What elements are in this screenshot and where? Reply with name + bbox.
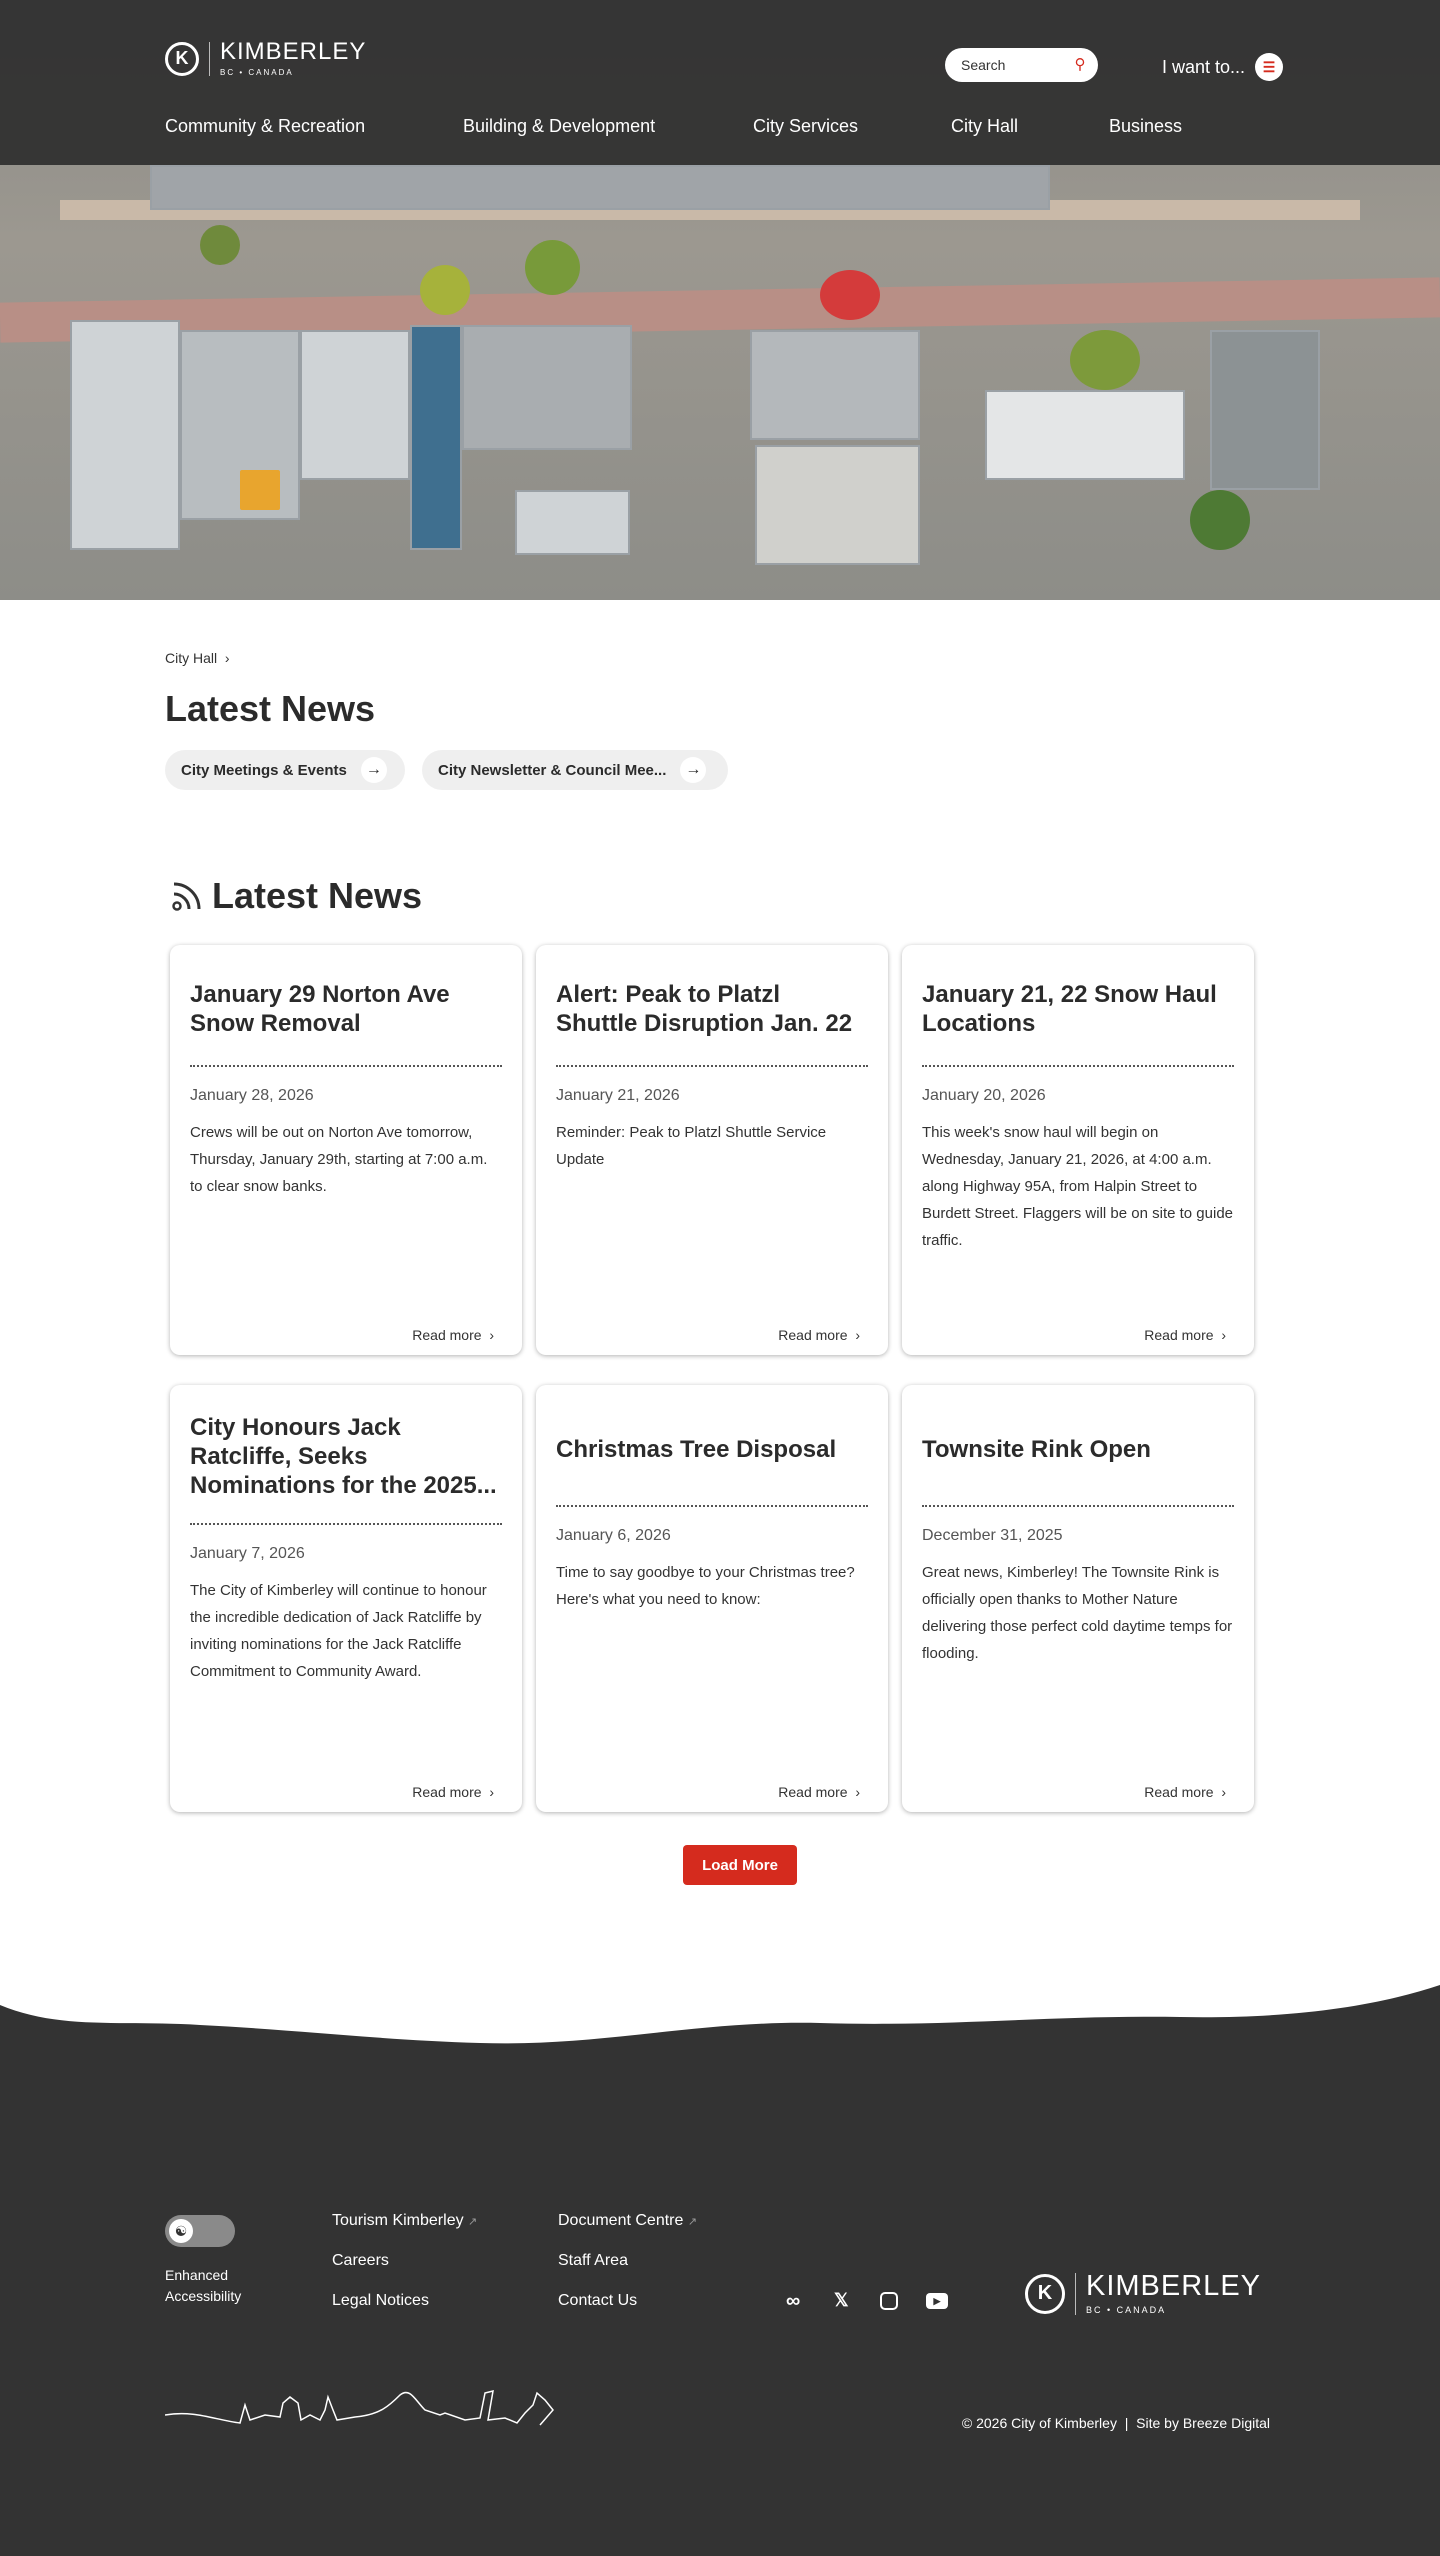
accessibility-toggle[interactable]	[165, 2215, 235, 2247]
rss-icon	[170, 879, 204, 913]
card-title[interactable]: Alert: Peak to Platzl Shuttle Disruption Jan. 22	[556, 981, 853, 1037]
section-title	[170, 875, 422, 917]
logo-name: KIMBERLEY	[220, 38, 367, 65]
chip-label: City Meetings & Events	[181, 761, 347, 779]
external-link-icon: ↗	[468, 2216, 478, 2228]
footer-link-tourism-kimberley[interactable]: Tourism Kimberley ↗	[332, 2212, 478, 2229]
footer-link-document-centre[interactable]: Document Centre ↗	[558, 2212, 698, 2229]
skyline-illustration	[165, 2385, 665, 2435]
chip-city-meetings-events[interactable]	[165, 750, 405, 790]
footer-link-careers[interactable]: Careers	[332, 2252, 389, 2269]
load-more-button[interactable]: Load More	[683, 1845, 797, 1885]
logo-sub: BC • CANADA	[220, 68, 294, 77]
card-excerpt: Reminder: Peak to Platzl Shuttle Service Update	[556, 1124, 827, 1168]
chip-city-newsletter[interactable]	[422, 750, 728, 790]
news-card[interactable]	[536, 1385, 888, 1812]
breadcrumb-city-hall[interactable]: City Hall	[165, 650, 218, 666]
footer-logo-name: KIMBERLEY	[1086, 2270, 1261, 2302]
search-icon[interactable]: ⚲	[1068, 53, 1092, 77]
logo-k-icon: K	[1025, 2274, 1065, 2314]
card-date: January 6, 2026	[556, 1527, 671, 1544]
footer-link-legal-notices[interactable]: Legal Notices	[332, 2292, 429, 2309]
nav-community-recreation[interactable]: Community & Recreation	[165, 116, 366, 136]
footer-link-contact-us[interactable]: Contact Us	[558, 2292, 638, 2309]
site-credit-link[interactable]: Site by Breeze Digital	[1136, 2415, 1270, 2431]
card-title[interactable]: City Honours Jack Ratcliffe, Seeks Nominations for the 2025...	[190, 1413, 497, 1499]
read-more-link[interactable]: Read more ›	[778, 1327, 860, 1343]
card-excerpt: This week's snow haul will begin on Wednesday, January 21, 2026, at 4:00 a.m. along Highway 95A, from Halpin Street to Burdett Street. Flaggers will be on site to guide traffic.	[922, 1124, 1234, 1249]
footer-logo-sub: BC • CANADA	[1086, 2305, 1167, 2315]
nav-business[interactable]: Business	[1109, 116, 1183, 136]
search-input[interactable]	[945, 48, 1098, 82]
meta-icon[interactable]: ∞	[786, 2290, 801, 2312]
accessibility-icon: ☯	[169, 2219, 193, 2243]
news-card[interactable]	[902, 1385, 1254, 1812]
card-title[interactable]: January 21, 22 Snow Haul Locations	[922, 981, 1217, 1037]
card-date: January 28, 2026	[190, 1087, 314, 1104]
accessibility-label: Enhanced Accessibility	[165, 2267, 242, 2304]
news-card[interactable]	[170, 945, 522, 1355]
card-title[interactable]: Townsite Rink Open	[922, 1435, 1151, 1463]
arrow-right-icon: →	[680, 757, 706, 783]
arrow-right-icon: →	[361, 757, 387, 783]
search-placeholder: Search	[961, 57, 1006, 73]
list-icon: ☰	[1255, 53, 1283, 81]
footer-link-staff-area[interactable]: Staff Area	[558, 2252, 628, 2269]
copyright-text: © 2026 City of Kimberley	[961, 2415, 1117, 2431]
external-link-icon: ↗	[687, 2216, 698, 2228]
i-want-to-label: I want to...	[1162, 56, 1246, 77]
logo-k-icon: K	[165, 42, 199, 76]
news-card[interactable]	[536, 945, 888, 1355]
nav-building-development[interactable]: Building & Development	[463, 116, 656, 136]
card-excerpt: Crews will be out on Norton Ave tomorrow, Thursday, January 29th, starting at 7:00 a.m. to clear snow banks.	[190, 1124, 488, 1195]
chip-label: City Newsletter & Council Mee...	[438, 761, 667, 779]
site-logo[interactable]	[165, 40, 366, 77]
section-title-text: Latest News	[212, 875, 423, 916]
card-excerpt: Great news, Kimberley! The Townsite Rink is officially open thanks to Mother Nature delivering those perfect cold daytime temps for flooding.	[922, 1564, 1233, 1662]
news-card[interactable]	[170, 1385, 522, 1812]
nav-city-services[interactable]: City Services	[753, 116, 859, 136]
copyright: © 2026 City of Kimberley | Site by Breeze Digital	[961, 2415, 1270, 2431]
i-want-to-button[interactable]	[1162, 53, 1283, 81]
news-card[interactable]	[902, 945, 1254, 1355]
card-title[interactable]: January 29 Norton Ave Snow Removal	[190, 981, 450, 1037]
read-more-link[interactable]: Read more ›	[1144, 1784, 1226, 1800]
card-date: January 20, 2026	[922, 1087, 1046, 1104]
breadcrumb	[165, 650, 230, 666]
page-title: Latest News	[165, 688, 376, 729]
nav-city-hall[interactable]: City Hall	[951, 116, 1019, 136]
chevron-right-icon: ›	[221, 650, 230, 666]
card-date: January 21, 2026	[556, 1087, 680, 1104]
x-icon[interactable]: 𝕏	[834, 2290, 849, 2310]
card-title[interactable]: Christmas Tree Disposal	[556, 1435, 837, 1463]
read-more-link[interactable]: Read more ›	[1144, 1327, 1226, 1343]
youtube-icon[interactable]: ▶	[926, 2293, 948, 2309]
site-header	[0, 0, 1440, 165]
read-more-link[interactable]: Read more ›	[778, 1784, 860, 1800]
card-excerpt: Time to say goodbye to your Christmas tree? Here's what you need to know:	[556, 1564, 855, 1608]
read-more-link[interactable]: Read more ›	[412, 1327, 494, 1343]
instagram-icon[interactable]	[880, 2292, 898, 2310]
read-more-link[interactable]: Read more ›	[412, 1784, 494, 1800]
footer-logo[interactable]	[1025, 2272, 1261, 2315]
card-date: December 31, 2025	[922, 1527, 1063, 1544]
card-excerpt: The City of Kimberley will continue to honour the incredible dedication of Jack Ratcliffe by inviting nominations for the Jack Ratcliffe Commitment to Community Award.	[190, 1582, 487, 1680]
card-date: January 7, 2026	[190, 1545, 305, 1562]
